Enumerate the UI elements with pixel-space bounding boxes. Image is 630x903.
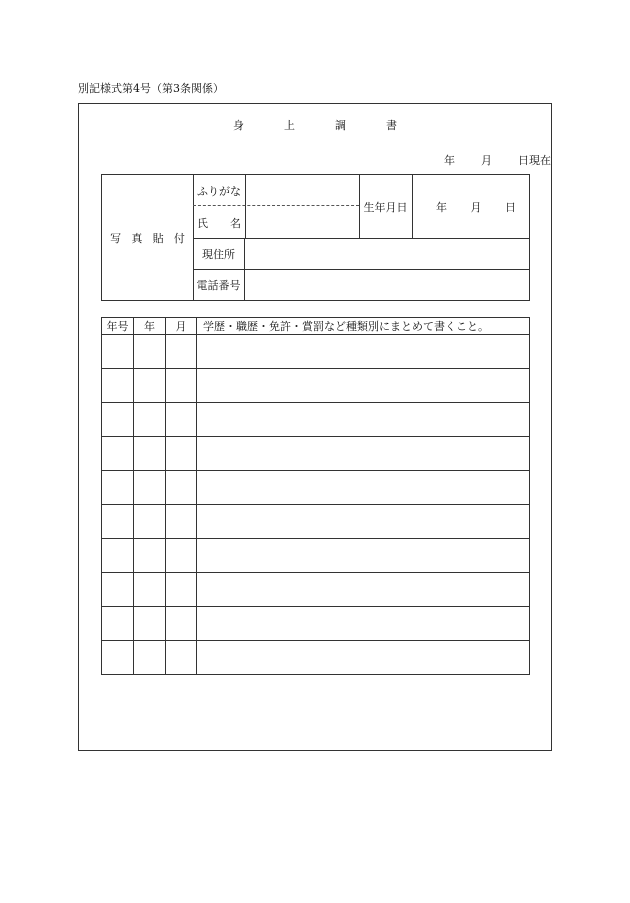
header-era: 年号 [102,318,134,335]
table-row [102,437,530,471]
as-of-year: 年 [444,154,455,167]
era-cell[interactable] [102,505,134,539]
era-cell[interactable] [102,539,134,573]
title-char: 調 [335,119,346,132]
birth-date-label: 生年月日 [363,200,408,214]
table-row [102,471,530,505]
year-cell[interactable] [134,607,166,641]
as-of-date [444,152,551,168]
year-cell[interactable] [134,335,166,369]
photo-area [102,175,193,300]
title-char: 身 [233,119,244,132]
month-cell[interactable] [166,403,197,437]
year-cell[interactable] [134,369,166,403]
era-cell[interactable] [102,641,134,675]
birth-month: 月 [470,200,482,214]
form-caption: 別記様式第4号（第3条関係） [78,82,224,95]
name-label: 氏 名 [197,217,241,230]
table-row [102,641,530,675]
photo-char: 写 [110,231,122,245]
address-label: 現住所 [193,238,245,269]
title-char: 書 [386,119,397,132]
table-row [102,369,530,403]
year-cell[interactable] [134,437,166,471]
birth-year: 年 [436,200,447,214]
year-cell[interactable] [134,471,166,505]
month-cell[interactable] [166,539,197,573]
personal-info-grid [101,174,530,301]
era-cell[interactable] [102,403,134,437]
photo-char: 貼 [152,231,164,245]
description-cell[interactable] [197,607,530,641]
description-cell[interactable] [197,471,530,505]
description-cell[interactable] [197,641,530,675]
era-cell[interactable] [102,437,134,471]
month-cell[interactable] [166,505,197,539]
name-field[interactable] [246,206,359,238]
phone-label: 電話番号 [193,269,245,300]
year-cell[interactable] [134,641,166,675]
history-rows [102,335,530,675]
table-row [102,607,530,641]
photo-char: 真 [131,231,143,245]
header-year: 年 [134,318,166,335]
year-cell[interactable] [134,505,166,539]
photo-char: 付 [173,231,185,245]
description-cell[interactable] [197,403,530,437]
description-cell[interactable] [197,573,530,607]
birth-day: 日 [505,200,516,214]
month-cell[interactable] [166,335,197,369]
title-char: 上 [284,119,295,132]
description-cell[interactable] [197,369,530,403]
header-month: 月 [166,318,197,335]
era-cell[interactable] [102,369,134,403]
month-cell[interactable] [166,369,197,403]
month-cell[interactable] [166,573,197,607]
year-cell[interactable] [134,539,166,573]
table-row [102,335,530,369]
description-cell[interactable] [197,335,530,369]
month-cell[interactable] [166,437,197,471]
header-description: 学歴・職歴・免許・賞罰など種類別にまとめて書くこと。 [197,318,530,335]
description-cell[interactable] [197,505,530,539]
phone-field[interactable] [246,270,529,300]
era-cell[interactable] [102,573,134,607]
as-of-day: 日現在 [518,154,551,167]
form-frame [78,103,552,751]
month-cell[interactable] [166,607,197,641]
description-cell[interactable] [197,539,530,573]
table-row [102,539,530,573]
address-field[interactable] [246,239,529,269]
month-cell[interactable] [166,641,197,675]
year-cell[interactable] [134,573,166,607]
furigana-label: ふりがな [197,185,241,198]
month-cell[interactable] [166,471,197,505]
era-cell[interactable] [102,471,134,505]
description-cell[interactable] [197,437,530,471]
table-row [102,573,530,607]
history-header-row [102,318,530,335]
as-of-month: 月 [481,154,492,167]
era-cell[interactable] [102,607,134,641]
table-row [102,403,530,437]
era-cell[interactable] [102,335,134,369]
year-cell[interactable] [134,403,166,437]
form-title [79,117,551,133]
birth-date-field[interactable] [413,175,529,238]
history-table [101,317,530,675]
furigana-field[interactable] [246,175,359,205]
table-row [102,505,530,539]
